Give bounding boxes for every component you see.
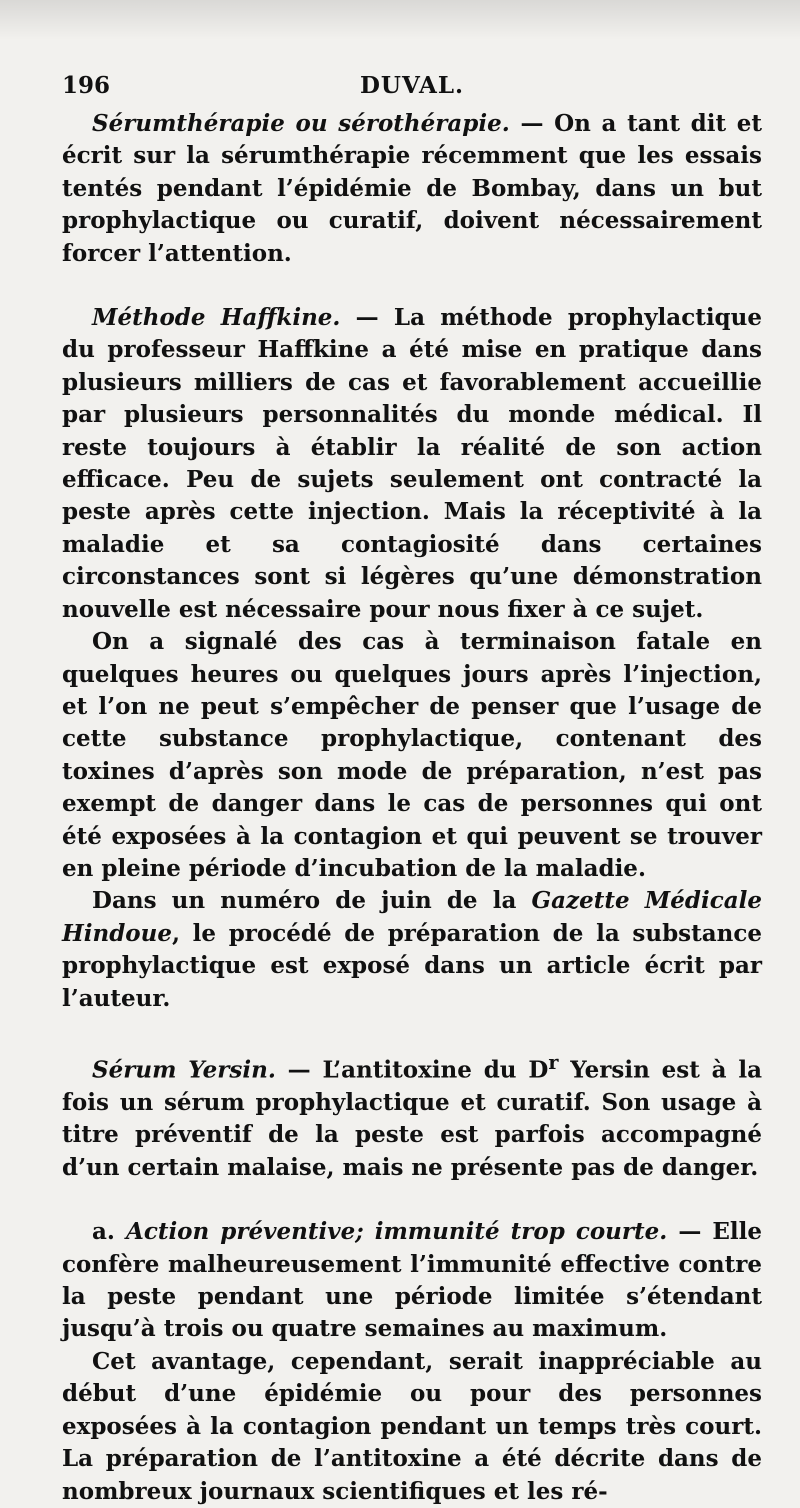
section-preventive-action <box>62 1216 762 1508</box>
paragraph-text: La méthode prophylactique du professeur Haffkine a été mise en pratique dans plusieurs milliers de cas et favorablement accueillie par plusieurs personnalités du monde médical. Il reste toujours à établir la réalité de son action efficace. Peu de sujets seulement ont contracté la peste après cette injection. Mais la réceptivité à la maladie et sa contagiosité dans certaines circonstances sont si légères qu’une démonstration nouvelle est nécessaire pour nous fixer à ce sujet. <box>62 304 762 623</box>
em-dash: — <box>340 304 394 332</box>
em-dash: — <box>509 110 555 137</box>
journal-title: Gazette Médicale Hindoue <box>62 887 762 947</box>
paragraph-text: On a tant dit et écrit sur la sérumthérapie récemment que les essais tentés pendant l’épidémie de Bombay, dans un but prophylactique ou curatif, doivent nécessairement forcer l’attention. <box>62 110 763 267</box>
item-label: a. <box>92 1218 126 1246</box>
em-dash: — <box>275 1056 323 1084</box>
section-gap <box>62 1184 762 1216</box>
section-rubric: Méthode Haffkine. <box>92 304 341 332</box>
paragraph <box>62 1047 762 1184</box>
paragraph: Cet avantage, cependant, serait inappréciable au début d’une épidémie ou pour des personnes exposées à la contagion pendant un temps très court. La préparation de l’antitoxine a été décrite dans de nombreux journaux scientifiques et les ré- <box>62 1347 762 1505</box>
section-rubric: Sérum Yersin. <box>92 1056 276 1084</box>
paragraph-text: Yersin est à la fois un sérum prophylactique et curatif. Son usage à titre préventif de la peste est parfois accompagné d’un certain malaise, mais ne présente pas de danger. <box>62 1056 763 1181</box>
paragraph <box>62 302 762 626</box>
scan-shadow <box>0 0 800 40</box>
running-head <box>62 70 762 108</box>
section-gap <box>62 1015 762 1047</box>
paragraph <box>62 108 762 270</box>
superscript: r <box>548 1050 559 1074</box>
paragraph-text: , le procédé de préparation de la substance prophylactique est exposé dans un article écrit par l’auteur. <box>62 919 762 1012</box>
section-haffkine <box>62 302 762 1015</box>
em-dash: — <box>667 1218 713 1246</box>
paragraph-text: L’antitoxine du D <box>322 1056 549 1084</box>
running-title: DUVAL. <box>359 72 465 99</box>
section-yersin <box>62 1047 762 1184</box>
section-rubric: Action préventive; immunité trop courte. <box>125 1218 668 1246</box>
section-serotherapy <box>62 108 762 270</box>
paragraph-text: Elle confère malheureusement l’immunité effective contre la peste pendant une période limitée s’étendant jusqu’à trois ou quatre semaines au maximum. <box>62 1218 763 1343</box>
paragraph <box>62 1216 762 1346</box>
paragraph: On a signalé des cas à terminaison fatale en quelques heures ou quelques jours après l’injection, et l’on ne peut s’empêcher de penser que l’usage de cette substance prophylactique, contenant des toxines d’après son mode de préparation, n’est pas exempt de danger dans le cas de personnes qui ont été exposées à la contagion et qui peuvent se trouver en pleine période d’incubation de la maladie. <box>62 628 762 882</box>
page-number: 196 <box>62 72 111 99</box>
paragraph-text: Dans un numéro de juin de la <box>92 887 532 915</box>
paragraph <box>62 885 762 1015</box>
section-rubric: Sérumthérapie ou sérothérapie. <box>92 110 510 137</box>
section-gap <box>62 270 762 302</box>
